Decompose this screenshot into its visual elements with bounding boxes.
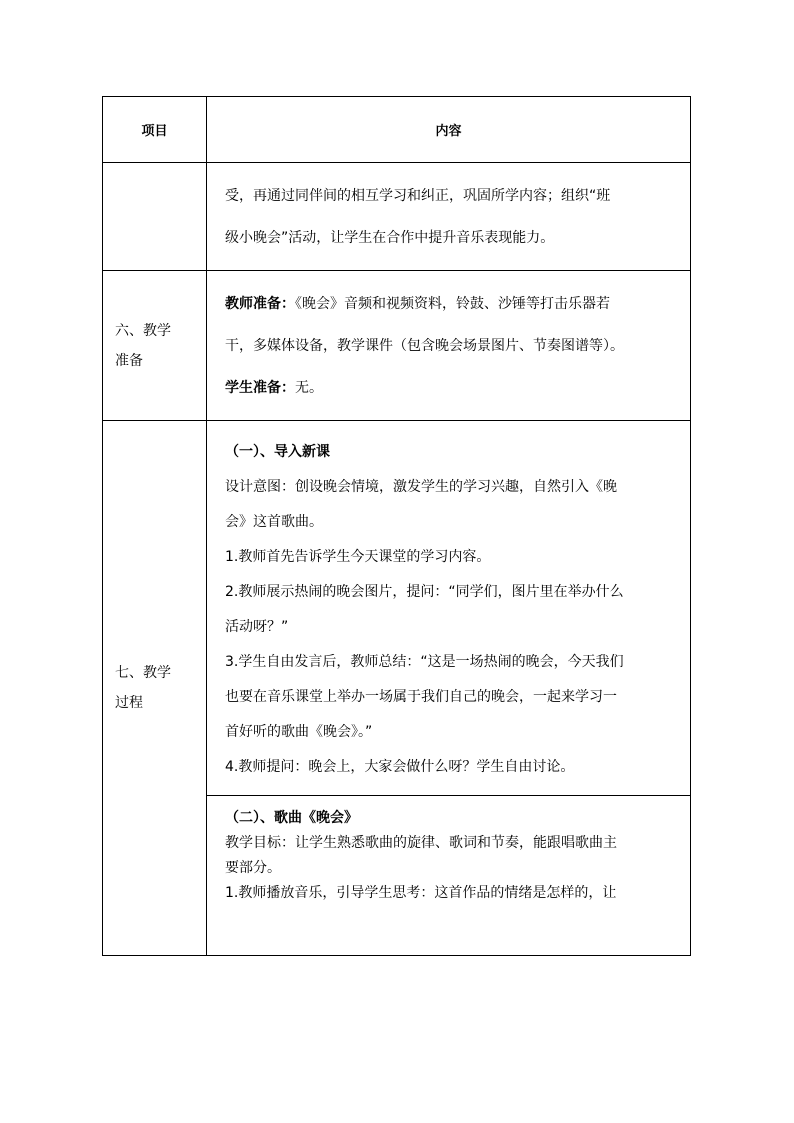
prep-label-line-2: 准备 (115, 352, 143, 369)
header-content-cell (207, 97, 691, 163)
section-1-line: 也要在音乐课堂上举办一场属于我们自己的晚会，一起来学习一 (225, 689, 617, 705)
section-1-line: 4.教师提问：晚会上，大家会做什么呀？学生自由讨论。 (225, 759, 575, 775)
table-header-row (103, 97, 691, 163)
section-1-line: 活动呀？” (225, 619, 289, 635)
teacher-prep-text-1: 《晚会》音频和视频资料，铃鼓、沙锤等打击乐器若 (295, 295, 610, 312)
section-1-line: 设计意图：创设晚会情境，激发学生的学习兴趣，自然引入《晚 (225, 479, 617, 495)
item-cell-prep (103, 271, 207, 421)
continued-line-2: 级小晚会”活动，让学生在合作中提升音乐表现能力。 (225, 229, 555, 246)
section-2-line: 要部分。 (225, 860, 281, 876)
process-label-line-1: 七、教学 (115, 665, 171, 681)
section-2-line: 教学目标：让学生熟悉歌曲的旋律、歌词和节奏，能跟唱歌曲主 (225, 835, 617, 851)
content-cell-continued (207, 163, 691, 271)
section-1-line: 会》这首歌曲。 (225, 514, 323, 530)
item-cell-empty (103, 163, 207, 271)
header-content-label: 内容 (435, 124, 462, 139)
student-prep-line (225, 367, 672, 409)
section-1-line: 2.教师展示热闹的晚会图片，提问：“同学们，图片里在举办什么 (225, 584, 624, 600)
section-1-title: （一）、导入新课 (225, 444, 330, 460)
header-item-cell (103, 97, 207, 163)
table-row-continued (103, 163, 691, 271)
student-prep-label: 学生准备： (225, 379, 295, 396)
student-prep-text: 无。 (295, 379, 323, 396)
process-label-line-2: 过程 (115, 695, 143, 711)
content-cell-section-2 (207, 796, 691, 956)
content-cell-section-1 (207, 421, 691, 796)
section-2-title: （二）、歌曲《晚会》 (225, 810, 358, 826)
teacher-prep-label: 教师准备： (225, 295, 295, 312)
prep-label-line-1: 六、教学 (115, 322, 171, 339)
lesson-plan-table (102, 96, 691, 956)
teacher-prep-line-2: 干，多媒体设备，教学课件（包含晚会场景图片、节奏图谱等）。 (225, 337, 624, 354)
section-1-line: 1.教师首先告诉学生今天课堂的学习内容。 (225, 549, 491, 565)
header-item-label: 项目 (141, 124, 168, 139)
section-1-line: 3.学生自由发言后，教师总结：“这是一场热闹的晚会，今天我们 (225, 654, 624, 670)
table-row-prep (103, 271, 691, 421)
section-2-line: 1.教师播放音乐，引导学生思考：这首作品的情绪是怎样的，让 (225, 885, 617, 901)
continued-line-1: 受，再通过同伴间的相互学习和纠正，巩固所学内容；组织“班 (225, 187, 611, 204)
teacher-prep-line-1 (225, 283, 672, 325)
section-1-line: 首好听的歌曲《晚会》。” (225, 724, 373, 740)
table-row-process-1 (103, 421, 691, 796)
content-cell-prep (207, 271, 691, 421)
item-cell-process (103, 421, 207, 956)
